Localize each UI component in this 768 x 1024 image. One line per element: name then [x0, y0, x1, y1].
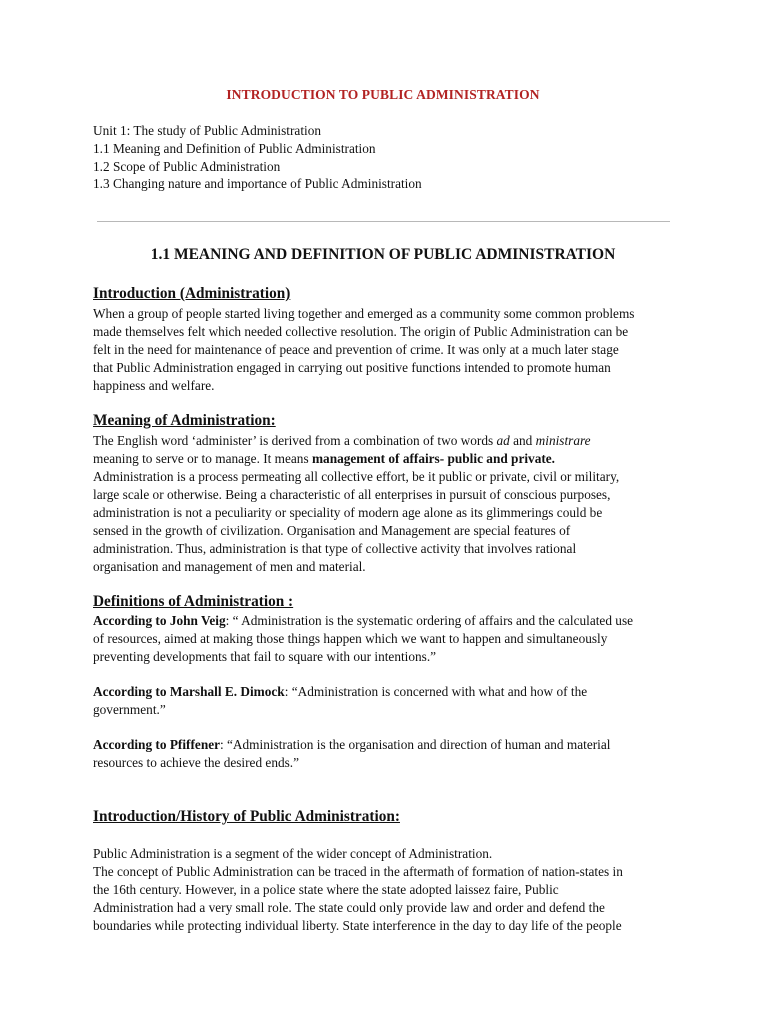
paragraph-line: Public Administration is a segment of the wider concept of Administration.: [93, 846, 493, 861]
toc-item: 1.1 Meaning and Definition of Public Administration: [93, 140, 376, 156]
history-heading: Introduction/History of Public Administration:: [93, 808, 400, 825]
paragraph-line: When a group of people started living together and emerged as a community some common problems: [93, 306, 635, 321]
definition-author: According to Pfiffener: [93, 737, 221, 752]
toc-item: Unit 1: The study of Public Administration: [93, 123, 322, 138]
paragraph-line: [93, 432, 673, 450]
definition-author: According to Marshall E. Dimock: [93, 684, 285, 699]
definition-author: According to John Veig: [93, 613, 226, 628]
definition-dimock: [93, 683, 673, 719]
paragraph-line: the 16th century. However, in a police state where the state adopted laissez faire, Public: [93, 882, 559, 897]
paragraph-line: [93, 450, 673, 468]
paragraph-line: resources to achieve the desired ends.”: [93, 755, 300, 770]
paragraph-line: organisation and management of men and material.: [93, 559, 366, 574]
meaning-paragraph: [93, 432, 673, 576]
meaning-emphasis: management of affairs- public and private.: [311, 451, 555, 466]
paragraph-line: administration. Thus, administration is that type of collective activity that involves rational: [93, 541, 577, 556]
paragraph-line: happiness and welfare.: [93, 378, 215, 393]
definition-text: : “Administration is concerned with what and how of the: [284, 684, 588, 699]
paragraph-line: boundaries while protecting individual liberty. State interference in the day to day life of the people: [93, 918, 622, 933]
paragraph-line: that Public Administration engaged in carrying out positive functions intended to promote human: [93, 360, 611, 375]
horizontal-divider: [97, 221, 670, 222]
latin-word: ministrare: [535, 433, 591, 448]
history-paragraph: [93, 845, 673, 935]
table-of-contents: [93, 122, 422, 193]
document-title: INTRODUCTION TO PUBLIC ADMINISTRATION: [226, 87, 540, 102]
paragraph-line: Administration had a very small role. The state could only provide law and order and defend the: [93, 900, 605, 915]
paragraph-line: sensed in the growth of civilization. Organisation and Management are special features of: [93, 523, 571, 538]
paragraph-line: The concept of Public Administration can be traced in the aftermath of formation of nation-states in: [93, 864, 623, 879]
paragraph-line: felt in the need for maintenance of peace and prevention of crime. It was only at a much later stage: [93, 342, 619, 357]
paragraph-line: made themselves felt which needed collective resolution. The origin of Public Administration can be: [93, 324, 629, 339]
meaning-text: and: [509, 433, 536, 448]
paragraph-line: government.”: [93, 702, 166, 717]
latin-word: ad: [496, 433, 510, 448]
definition-text: : “ Administration is the systematic ordering of affairs and the calculated use: [225, 613, 634, 628]
paragraph-line: [93, 683, 673, 701]
paragraph-line: [93, 736, 673, 754]
toc-item: 1.2 Scope of Public Administration: [93, 158, 281, 174]
toc-item: 1.3 Changing nature and importance of Public Administration: [93, 176, 422, 192]
paragraph-line: Administration is a process permeating all collective effort, be it public or private, civil or military,: [93, 469, 620, 484]
meaning-text: meaning to serve or to manage. It means: [93, 451, 312, 466]
paragraph-line: large scale or otherwise. Being a characteristic of all enterprises in pursuit of conscious purposes,: [93, 487, 611, 502]
definition-pfiffener: [93, 736, 673, 772]
paragraph-line: of resources, aimed at making those things happen which we want to happen and simultaneously: [93, 631, 608, 646]
meaning-text: The English word ‘administer’ is derived from a combination of two words: [93, 433, 497, 448]
intro-heading: Introduction (Administration): [93, 285, 291, 302]
section-heading: 1.1 MEANING AND DEFINITION OF PUBLIC ADMINISTRATION: [150, 246, 616, 263]
paragraph-line: [93, 612, 673, 630]
definitions-heading: Definitions of Administration :: [93, 593, 294, 610]
definition-text: : “Administration is the organisation and direction of human and material: [220, 737, 611, 752]
definition-veig: [93, 612, 673, 666]
meaning-heading: Meaning of Administration:: [93, 412, 276, 429]
paragraph-line: administration is not a peculiarity or speciality of modern age alone as its glimmerings could be: [93, 505, 603, 520]
paragraph-line: preventing developments that fail to square with our intentions.”: [93, 649, 437, 664]
intro-paragraph: [93, 305, 673, 395]
